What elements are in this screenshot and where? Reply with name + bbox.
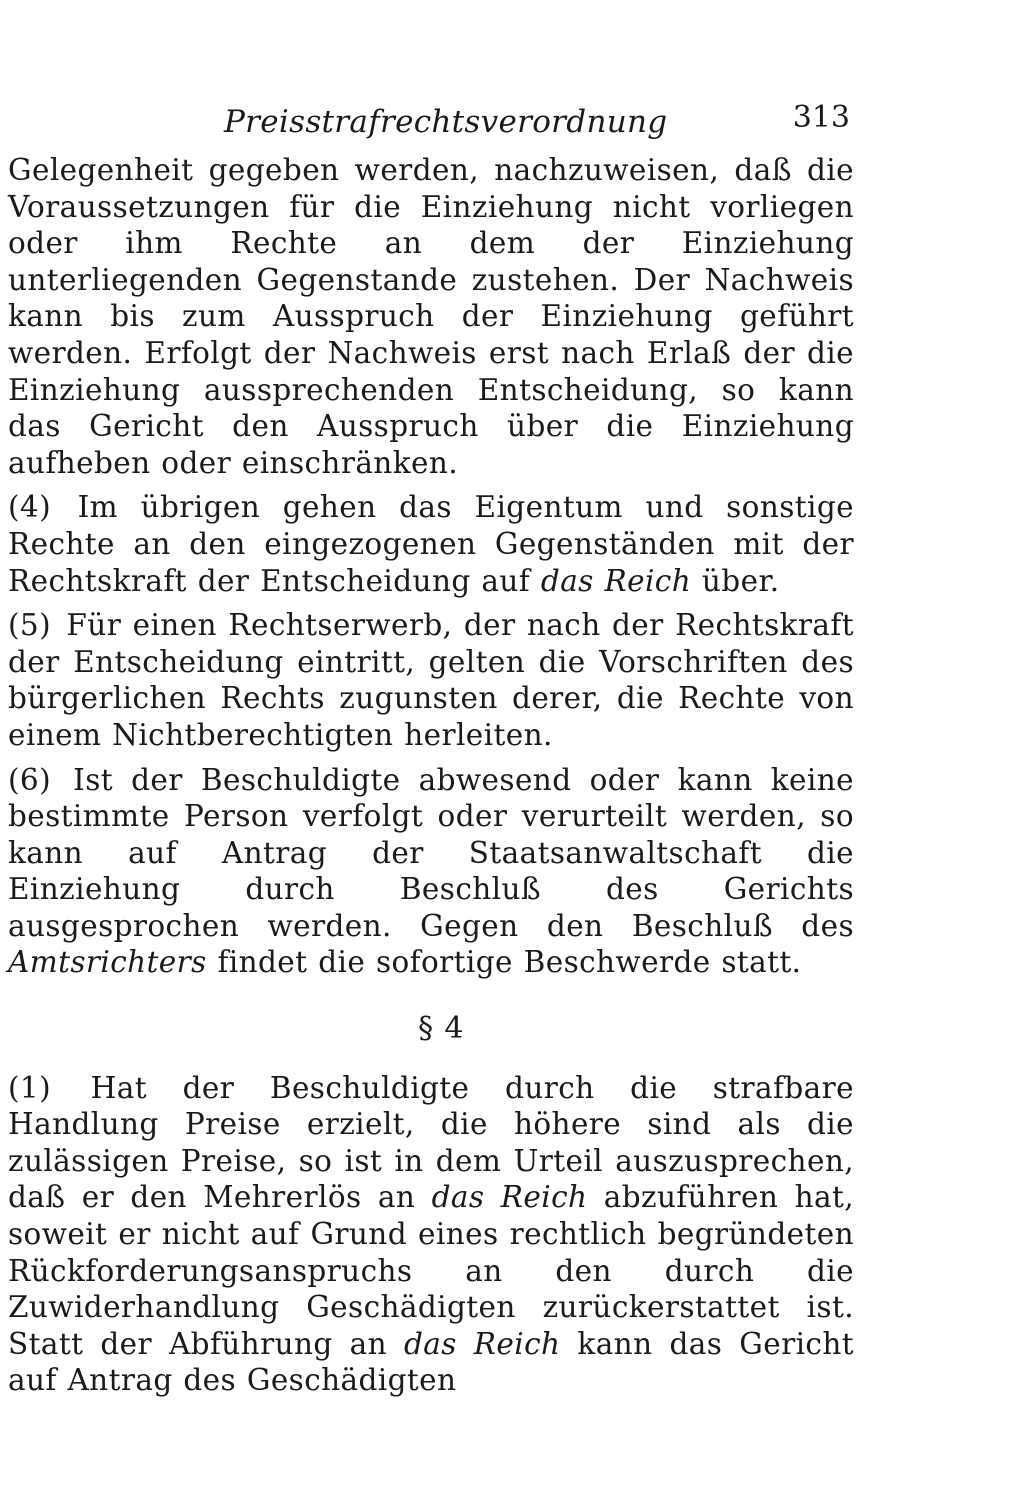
section-4-paragraph-1-text-a: Hat der Beschuldigte durch die strafbare Handlung Preise erzielt, die höhere sind als die zulässigen Preise, so ist in dem Urteil auszusprechen, daß er den Mehrerlös an <box>8 1070 854 1215</box>
paragraph-6-mark: (6) <box>8 762 51 797</box>
paragraph-6-text-before: Ist der Beschuldigte abwesend oder kann keine bestimmte Person verfolgt oder verurteilt werden, so kann auf Antrag der Staatsanwaltschaft die Einziehung durch Beschluß des Gerichts ausgesprochen werden. Gegen den Beschluß des <box>8 762 855 943</box>
paragraph-4-emphasis: das Reich <box>540 563 692 598</box>
paragraph-6-emphasis: Amtsrichters <box>8 945 207 980</box>
paragraph-6 <box>8 762 854 982</box>
body-text <box>8 152 854 1399</box>
continued-paragraph <box>8 152 854 481</box>
running-header <box>8 96 854 152</box>
running-title: Preisstrafrechtsverordnung <box>224 104 668 140</box>
paragraph-4-mark: (4) <box>8 490 51 525</box>
section-4-paragraph-1-mark: (1) <box>8 1070 51 1105</box>
section-4-paragraph-1-text-b: abzuführen hat, soweit er nicht auf Grund eines rechtlich begründeten Rückforderungsanspruchs an den durch die Zuwiderhandlung Geschädigten zurückerstattet ist. Statt der Abführung an <box>8 1180 854 1361</box>
paragraph-4-text-after: über. <box>701 563 780 598</box>
paragraph-4-text-before: Im übrigen gehen das Eigentum und sonstige Rechte an den eingezogenen Gegenständen mit der Rechtskraft der Entscheidung auf <box>8 490 854 598</box>
section-4-paragraph-1-emphasis-b: das Reich <box>404 1326 561 1361</box>
paragraph-5-mark: (5) <box>8 608 51 643</box>
continued-paragraph-text: Gelegenheit gegeben werden, nachzuweisen, daß die Voraussetzungen für die Einziehung nicht vorliegen oder ihm Rechte an dem der Einziehung unterliegenden Gegenstande zustehen. Der Nachweis kann bis zum Ausspruch der Einziehung geführt werden. Erfolgt der Nachweis erst nach Erlaß der die Einziehung aussprechenden Entscheidung, so kann das Gericht den Ausspruch über die Einziehung aufheben oder einschränken. <box>8 153 854 480</box>
paragraph-4 <box>8 489 854 599</box>
section-4-paragraph-1-text-c: kann das Gericht auf Antrag des Geschädigten <box>8 1326 854 1398</box>
section-heading: § 4 <box>418 1011 464 1047</box>
paragraph-5-text: Für einen Rechtserwerb, der nach der Rechtskraft der Entscheidung eintritt, gelten die Vorschriften des bürgerlichen Rechts zugunsten derer, die Rechte von einem Nichtberechtigten herleiten. <box>8 608 854 752</box>
paragraph-5 <box>8 607 854 753</box>
paragraph-6-text-after: findet die sofortige Beschwerde statt. <box>217 945 802 980</box>
book-page <box>8 96 854 1399</box>
section-4-paragraph-1 <box>8 1070 854 1399</box>
page-number: 313 <box>792 100 850 135</box>
section-4-paragraph-1-emphasis-a: das Reich <box>431 1180 588 1215</box>
